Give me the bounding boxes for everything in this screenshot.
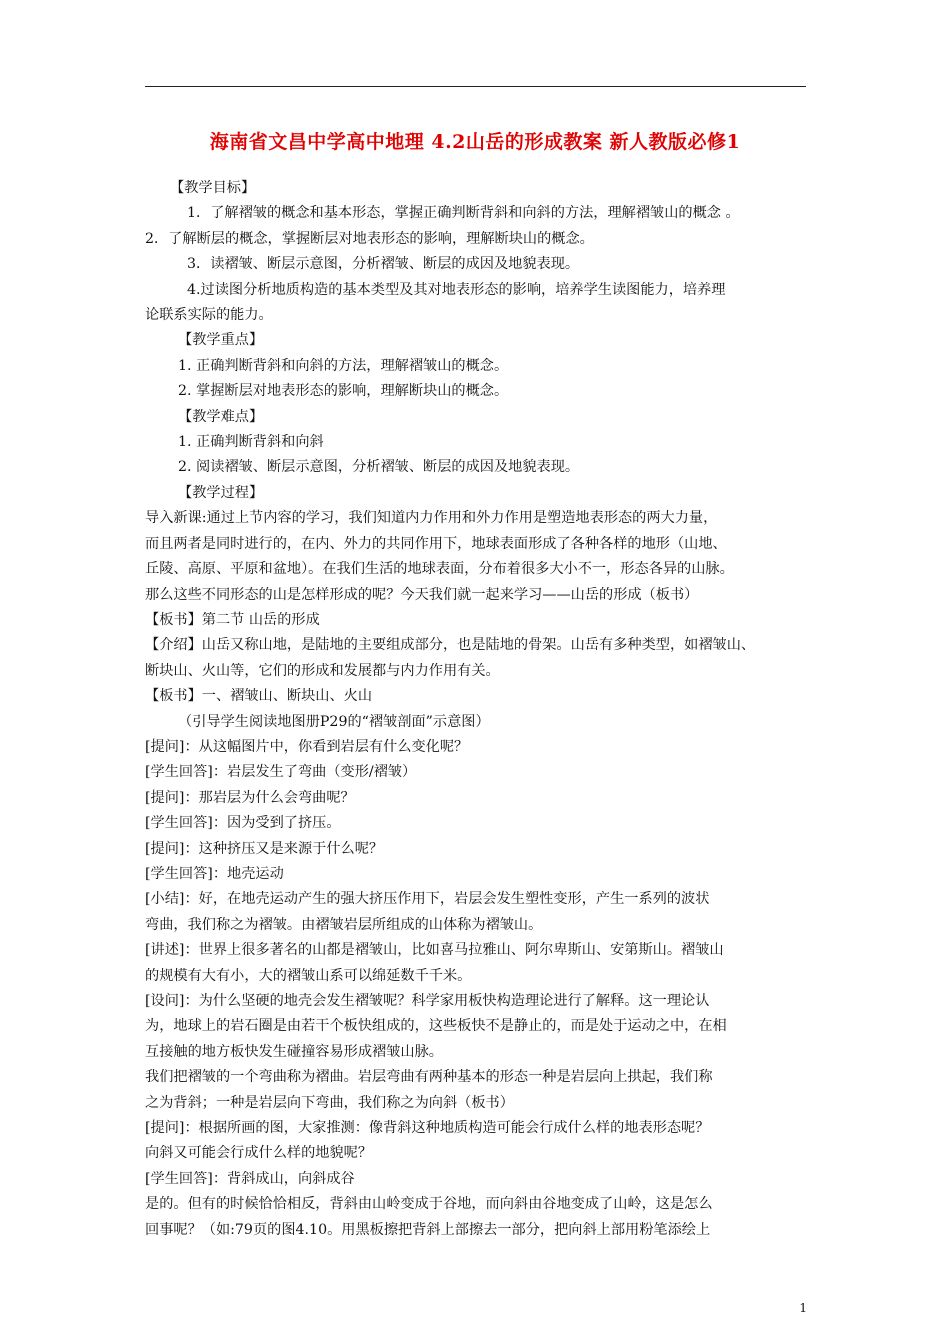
text-line: 2. 阅读褶皱、断层示意图，分析褶皱、断层的成因及地貌表现。 (178, 459, 580, 476)
text-line: 那么这些不同形态的山是怎样形成的呢？今天我们就一起来学习——山岳的形成（板书） (145, 586, 699, 603)
text-line: 【教学难点】 (178, 408, 264, 425)
text-line: 1. 正确判断背斜和向斜的方法，理解褶皱山的概念。 (178, 357, 509, 374)
text-line: [提问]：这种挤压又是来源于什么呢？ (145, 840, 384, 857)
text-line: 丘陵、高原、平原和盆地）。在我们生活的地球表面，分布着很多大小不一，形态各异的山脉。 (145, 561, 734, 578)
text-line: [设问]：为什么坚硬的地壳会发生褶皱呢？科学家用板快构造理论进行了解释。这一理论认 (145, 993, 710, 1009)
text-line: 我们把褶皱的一个弯曲称为褶曲。岩层弯曲有两种基本的形态一种是岩层向上拱起，我们称 (145, 1069, 713, 1086)
text-line: 1．了解褶皱的概念和基本形态，掌握正确判断背斜和向斜的方法，理解褶皱山的概念 。 (187, 205, 740, 222)
text-line: [提问]：从这幅图片中，你看到岩层有什么变化呢？ (145, 738, 469, 755)
text-line: 【教学过程】 (178, 484, 264, 501)
text-line: 【板书】一、褶皱山、断块山、火山 (145, 688, 373, 705)
text-line: [学生回答]：背斜成山，向斜成谷 (145, 1170, 355, 1187)
text-line: 的规模有大有小，大的褶皱山系可以绵延数千千米。 (145, 967, 472, 984)
text-line: 论联系实际的能力。 (145, 307, 273, 324)
text-line: 弯曲，我们称之为褶皱。由褶皱岩层所组成的山体称为褶皱山。 (145, 916, 543, 933)
text-line: 【教学目标】 (170, 180, 256, 196)
text-line: 回事呢？（如:79页的图4.10。用黑板擦把背斜上部擦去一部分，把向斜上部用粉笔添绘上 (145, 1221, 711, 1238)
document-title: 海南省文昌中学高中地理 4.2山岳的形成教案 新人教版必修1 (209, 131, 741, 153)
text-line: [提问]：那岩层为什么会弯曲呢？ (145, 789, 355, 806)
text-line: [讲述]：世界上很多著名的山都是褶皱山，比如喜马拉雅山、阿尔卑斯山、安第斯山。褶皱山 (145, 942, 724, 959)
document-body (145, 176, 810, 1243)
text-line: 向斜又可能会行成什么样的地貌呢？ (145, 1145, 373, 1162)
text-line: 【教学重点】 (178, 332, 264, 349)
text-line: 2．了解断层的概念，掌握断层对地表形态的影响，理解断块山的概念。 (145, 230, 594, 247)
text-line: 互接触的地方板快发生碰撞容易形成褶皱山脉。 (145, 1043, 443, 1060)
text-line: 断块山、火山等，它们的形成和发展都与内力作用有关。 (145, 662, 500, 679)
text-line: 4.过读图分析地质构造的基本类型及其对地表形态的影响，培养学生读图能力，培养理 (187, 281, 726, 298)
text-line: [学生回答]：地壳运动 (145, 865, 284, 882)
text-line: 3．读褶皱、断层示意图，分析褶皱、断层的成因及地貌表现。 (187, 256, 580, 273)
text-line: 【板书】第二节 山岳的形成 (145, 611, 320, 628)
text-line: 1. 正确判断背斜和向斜 (178, 434, 324, 451)
text-line: 导入新课:通过上节内容的学习，我们知道内力作用和外力作用是塑造地表形态的两大力量， (145, 510, 718, 527)
text-line: [学生回答]：岩层发生了弯曲（变形/褶皱） (145, 764, 417, 781)
text-line: [提问]：根据所画的图，大家推测：像背斜这种地质构造可能会行成什么样的地表形态呢？ (145, 1120, 710, 1137)
text-line: 【介绍】山岳又称山地，是陆地的主要组成部分，也是陆地的骨架。山岳有多种类型，如褶皱山、 (145, 637, 756, 654)
text-line: 为，地球上的岩石圈是由若干个板快组成的，这些板快不是静止的，而是处于运动之中，在相 (145, 1018, 727, 1035)
text-line: 是的。但有的时候恰恰相反，背斜由山岭变成于谷地，而向斜由谷地变成了山岭，这是怎么 (145, 1196, 713, 1213)
text-line: [学生回答]：因为受到了挤压。 (145, 815, 341, 832)
header-rule (145, 86, 806, 87)
page-number: 1 (799, 1301, 807, 1315)
text-line: 2. 掌握断层对地表形态的影响，理解断块山的概念。 (178, 383, 509, 400)
text-line: （引导学生阅读地图册P29的“褶皱剖面”示意图） (178, 713, 490, 730)
text-line: [小结]：好，在地壳运动产生的强大挤压作用下，岩层会发生塑性变形，产生一系列的波状 (145, 891, 710, 908)
text-line: 之为背斜；一种是岩层向下弯曲，我们称之为向斜（板书） (145, 1094, 514, 1111)
text-line: 而且两者是同时进行的，在内、外力的共同作用下，地球表面形成了各种各样的地形（山地、 (145, 535, 727, 552)
